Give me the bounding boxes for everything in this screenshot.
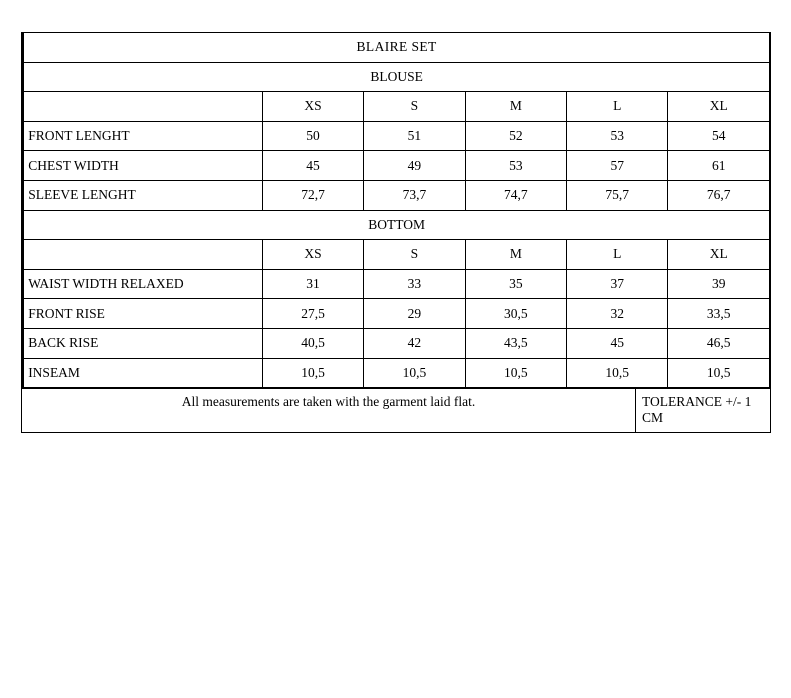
size-header-m: M xyxy=(465,92,566,122)
empty-corner-cell-blouse xyxy=(24,92,263,122)
size-header-xs: XS xyxy=(262,92,363,122)
section-title-blouse: BLOUSE xyxy=(24,62,770,92)
product-photo-panel xyxy=(22,33,23,388)
section-header-bottom xyxy=(24,210,770,240)
cell-chest-width-s: 49 xyxy=(364,151,465,181)
cell-front-rise-l: 32 xyxy=(567,299,668,329)
cell-sleeve-lenght-xl: 76,7 xyxy=(668,180,770,210)
cell-back-rise-s: 42 xyxy=(364,328,465,358)
cell-front-lenght-xl: 54 xyxy=(668,121,770,151)
table-row xyxy=(24,121,770,151)
size-header-bottom-s: S xyxy=(364,240,465,270)
size-header-bottom-m: M xyxy=(465,240,566,270)
section-title-bottom: BOTTOM xyxy=(24,210,770,240)
table-row xyxy=(24,269,770,299)
size-chart xyxy=(21,32,771,433)
size-header-xl: XL xyxy=(668,92,770,122)
cell-inseam-l: 10,5 xyxy=(567,358,668,388)
cell-front-rise-m: 30,5 xyxy=(465,299,566,329)
size-header-row-blouse xyxy=(24,92,770,122)
size-header-l: L xyxy=(567,92,668,122)
row-label-inseam: INSEAM xyxy=(24,358,263,388)
row-label-front-rise: FRONT RISE xyxy=(24,299,263,329)
cell-front-rise-xs: 27,5 xyxy=(262,299,363,329)
cell-inseam-m: 10,5 xyxy=(465,358,566,388)
cell-waist-width-m: 35 xyxy=(465,269,566,299)
row-label-waist-width-relaxed: WAIST WIDTH RELAXED xyxy=(24,269,263,299)
cell-chest-width-m: 53 xyxy=(465,151,566,181)
cell-waist-width-xl: 39 xyxy=(668,269,770,299)
table-row xyxy=(24,328,770,358)
table-row xyxy=(24,151,770,181)
measurement-note: All measurements are taken with the garment laid flat. xyxy=(181,394,476,410)
tolerance-note: TOLERANCE +/- 1 CM xyxy=(635,389,770,432)
measurements-table xyxy=(23,33,770,388)
size-header-s: S xyxy=(364,92,465,122)
table-row xyxy=(24,299,770,329)
table-row xyxy=(24,358,770,388)
cell-back-rise-l: 45 xyxy=(567,328,668,358)
cell-inseam-xs: 10,5 xyxy=(262,358,363,388)
measurements-panel xyxy=(23,33,770,388)
cell-sleeve-lenght-m: 74,7 xyxy=(465,180,566,210)
section-header-blouse xyxy=(24,62,770,92)
cell-front-lenght-s: 51 xyxy=(364,121,465,151)
chart-body xyxy=(22,33,770,388)
cell-front-lenght-m: 52 xyxy=(465,121,566,151)
cell-back-rise-xs: 40,5 xyxy=(262,328,363,358)
size-header-bottom-l: L xyxy=(567,240,668,270)
size-header-row-bottom xyxy=(24,240,770,270)
cell-inseam-xl: 10,5 xyxy=(668,358,770,388)
cell-chest-width-l: 57 xyxy=(567,151,668,181)
cell-inseam-s: 10,5 xyxy=(364,358,465,388)
cell-chest-width-xl: 61 xyxy=(668,151,770,181)
table-row xyxy=(24,180,770,210)
cell-sleeve-lenght-l: 75,7 xyxy=(567,180,668,210)
cell-back-rise-xl: 46,5 xyxy=(668,328,770,358)
table-title-row xyxy=(24,33,770,62)
cell-sleeve-lenght-xs: 72,7 xyxy=(262,180,363,210)
cell-front-rise-s: 29 xyxy=(364,299,465,329)
cell-front-lenght-xs: 50 xyxy=(262,121,363,151)
row-label-chest-width: CHEST WIDTH xyxy=(24,151,263,181)
size-header-bottom-xl: XL xyxy=(668,240,770,270)
cell-front-rise-xl: 33,5 xyxy=(668,299,770,329)
row-label-back-rise: BACK RISE xyxy=(24,328,263,358)
cell-waist-width-l: 37 xyxy=(567,269,668,299)
cell-waist-width-xs: 31 xyxy=(262,269,363,299)
row-label-front-lenght: FRONT LENGHT xyxy=(24,121,263,151)
cell-sleeve-lenght-s: 73,7 xyxy=(364,180,465,210)
size-header-bottom-xs: XS xyxy=(262,240,363,270)
cell-waist-width-s: 33 xyxy=(364,269,465,299)
empty-corner-cell-bottom xyxy=(24,240,263,270)
page-title: BLAIRE SET xyxy=(24,33,770,62)
row-label-sleeve-lenght: SLEEVE LENGHT xyxy=(24,180,263,210)
cell-chest-width-xs: 45 xyxy=(262,151,363,181)
cell-back-rise-m: 43,5 xyxy=(465,328,566,358)
cell-front-lenght-l: 53 xyxy=(567,121,668,151)
chart-footer xyxy=(22,388,770,432)
